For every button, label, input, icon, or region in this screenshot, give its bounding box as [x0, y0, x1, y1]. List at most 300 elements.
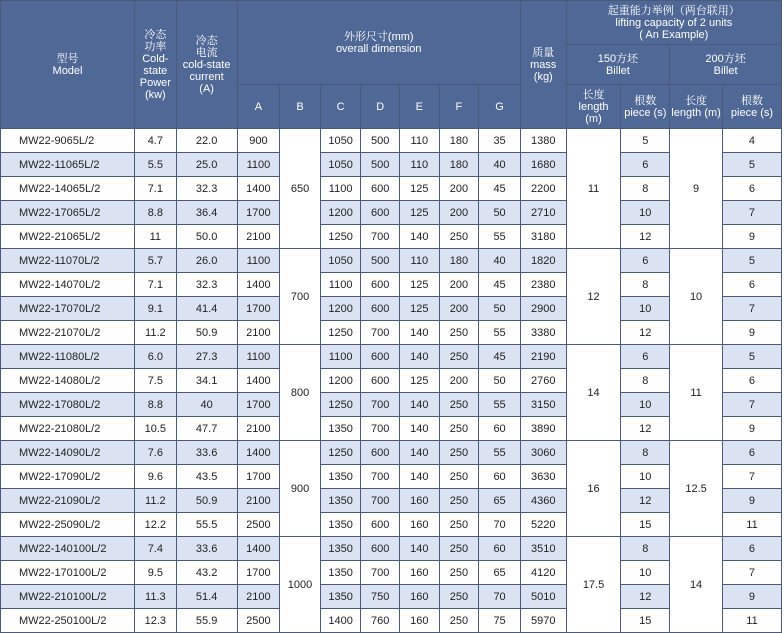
header-pieces-150: 根数 piece (s) — [621, 85, 670, 129]
current-cell: 50.9 — [176, 321, 237, 345]
power-cell: 12.2 — [135, 513, 177, 537]
dim-c-cell: 1350 — [320, 585, 361, 609]
dim-g-cell: 40 — [479, 249, 521, 273]
dim-c-cell: 1250 — [320, 225, 361, 249]
power-cell: 9.6 — [135, 465, 177, 489]
length-200-cell: 11 — [670, 345, 723, 441]
table-row — [1, 489, 782, 513]
mass-cell: 2760 — [520, 369, 566, 393]
dim-a-cell: 2100 — [237, 225, 280, 249]
model-cell: MW22-14090L/2 — [1, 441, 135, 465]
dim-f-cell: 250 — [439, 585, 479, 609]
model-cell: MW22-17090L/2 — [1, 465, 135, 489]
current-cell: 50.9 — [176, 489, 237, 513]
model-cell: MW22-11080L/2 — [1, 345, 135, 369]
dim-e-cell: 140 — [400, 465, 440, 489]
dim-g-cell: 55 — [479, 441, 521, 465]
dim-e-cell: 125 — [400, 297, 440, 321]
header-length-150: 长度 length (m) — [566, 85, 621, 129]
power-cell: 9.1 — [135, 297, 177, 321]
dim-f-cell: 250 — [439, 513, 479, 537]
dim-f-cell: 250 — [439, 561, 479, 585]
dim-g-cell: 50 — [479, 369, 521, 393]
mass-cell: 1680 — [520, 153, 566, 177]
model-cell: MW22-21070L/2 — [1, 321, 135, 345]
dim-c-cell: 1100 — [320, 273, 361, 297]
dim-a-cell: 1700 — [237, 201, 280, 225]
dim-e-cell: 160 — [400, 585, 440, 609]
dim-g-cell: 75 — [479, 609, 521, 633]
dim-a-cell: 1400 — [237, 441, 280, 465]
table-row — [1, 441, 782, 465]
dim-e-cell: 140 — [400, 225, 440, 249]
dim-c-cell: 1200 — [320, 297, 361, 321]
pieces-200-cell: 4 — [722, 129, 781, 153]
dim-c-cell: 1400 — [320, 609, 361, 633]
table-row — [1, 153, 782, 177]
dim-d-cell: 600 — [361, 201, 400, 225]
header-current: 冷态 电流 cold-state current (A) — [176, 1, 237, 129]
current-cell: 25.0 — [176, 153, 237, 177]
pieces-200-cell: 11 — [722, 513, 781, 537]
dim-b-cell: 700 — [280, 249, 321, 345]
power-cell: 11.3 — [135, 585, 177, 609]
dim-g-cell: 65 — [479, 561, 521, 585]
power-cell: 11 — [135, 225, 177, 249]
power-cell: 11.2 — [135, 321, 177, 345]
current-cell: 33.6 — [176, 537, 237, 561]
power-cell: 7.4 — [135, 537, 177, 561]
dim-d-cell: 600 — [361, 273, 400, 297]
table-row — [1, 129, 782, 153]
current-cell: 34.1 — [176, 369, 237, 393]
dim-e-cell: 140 — [400, 417, 440, 441]
dim-f-cell: 250 — [439, 417, 479, 441]
mass-cell: 3060 — [520, 441, 566, 465]
dim-e-cell: 125 — [400, 369, 440, 393]
pieces-150-cell: 10 — [621, 465, 670, 489]
header-length-200: 长度 length (m) — [670, 85, 723, 129]
dim-a-cell: 2100 — [237, 489, 280, 513]
header-dim-b: B — [280, 85, 321, 129]
power-cell: 4.7 — [135, 129, 177, 153]
dim-d-cell: 600 — [361, 297, 400, 321]
dim-a-cell: 1100 — [237, 153, 280, 177]
current-cell: 51.4 — [176, 585, 237, 609]
mass-cell: 1820 — [520, 249, 566, 273]
header-dim-d: D — [361, 85, 400, 129]
dim-a-cell: 2100 — [237, 585, 280, 609]
dim-e-cell: 160 — [400, 513, 440, 537]
dim-a-cell: 1100 — [237, 249, 280, 273]
dim-g-cell: 50 — [479, 201, 521, 225]
power-cell: 9.5 — [135, 561, 177, 585]
dim-g-cell: 45 — [479, 345, 521, 369]
header-dim-a: A — [237, 85, 280, 129]
dim-e-cell: 140 — [400, 321, 440, 345]
length-150-cell: 11 — [566, 129, 621, 249]
dim-f-cell: 250 — [439, 441, 479, 465]
current-cell: 55.5 — [176, 513, 237, 537]
pieces-150-cell: 12 — [621, 489, 670, 513]
dim-c-cell: 1050 — [320, 153, 361, 177]
dim-e-cell: 110 — [400, 129, 440, 153]
power-cell: 6.0 — [135, 345, 177, 369]
dim-g-cell: 45 — [479, 177, 521, 201]
pieces-150-cell: 12 — [621, 225, 670, 249]
dim-d-cell: 500 — [361, 153, 400, 177]
dim-f-cell: 250 — [439, 321, 479, 345]
pieces-200-cell: 5 — [722, 345, 781, 369]
model-cell: MW22-25090L/2 — [1, 513, 135, 537]
dim-f-cell: 250 — [439, 465, 479, 489]
pieces-150-cell: 6 — [621, 153, 670, 177]
dim-d-cell: 600 — [361, 345, 400, 369]
mass-cell: 2710 — [520, 201, 566, 225]
current-cell: 32.3 — [176, 273, 237, 297]
dim-d-cell: 700 — [361, 225, 400, 249]
dim-c-cell: 1050 — [320, 249, 361, 273]
current-cell: 33.6 — [176, 441, 237, 465]
mass-cell: 5220 — [520, 513, 566, 537]
length-150-cell: 16 — [566, 441, 621, 537]
model-cell: MW22-11065L/2 — [1, 153, 135, 177]
power-cell: 12.3 — [135, 609, 177, 633]
dim-a-cell: 1700 — [237, 465, 280, 489]
mass-cell: 1380 — [520, 129, 566, 153]
dim-e-cell: 140 — [400, 345, 440, 369]
pieces-200-cell: 9 — [722, 321, 781, 345]
current-cell: 55.9 — [176, 609, 237, 633]
current-cell: 47.7 — [176, 417, 237, 441]
current-cell: 43.5 — [176, 465, 237, 489]
dim-c-cell: 1200 — [320, 369, 361, 393]
model-cell: MW22-21080L/2 — [1, 417, 135, 441]
model-cell: MW22-9065L/2 — [1, 129, 135, 153]
dim-e-cell: 160 — [400, 489, 440, 513]
dim-c-cell: 1350 — [320, 537, 361, 561]
dim-g-cell: 65 — [479, 489, 521, 513]
dim-f-cell: 250 — [439, 537, 479, 561]
dim-d-cell: 700 — [361, 465, 400, 489]
dim-c-cell: 1100 — [320, 345, 361, 369]
mass-cell: 2900 — [520, 297, 566, 321]
dim-c-cell: 1350 — [320, 489, 361, 513]
model-cell: MW22-210100L/2 — [1, 585, 135, 609]
pieces-200-cell: 9 — [722, 417, 781, 441]
dim-g-cell: 60 — [479, 465, 521, 489]
mass-cell: 5970 — [520, 609, 566, 633]
table-body — [1, 129, 782, 633]
power-cell: 7.1 — [135, 177, 177, 201]
dim-f-cell: 250 — [439, 393, 479, 417]
pieces-200-cell: 9 — [722, 225, 781, 249]
dim-e-cell: 125 — [400, 177, 440, 201]
dim-d-cell: 760 — [361, 609, 400, 633]
dim-c-cell: 1350 — [320, 417, 361, 441]
model-cell: MW22-140100L/2 — [1, 537, 135, 561]
header-lifting: 起重能力举例（两台联用） lifting capacity of 2 units ( An Example) — [566, 1, 781, 45]
length-150-cell: 12 — [566, 249, 621, 345]
dim-g-cell: 60 — [479, 537, 521, 561]
dim-a-cell: 1700 — [237, 393, 280, 417]
pieces-150-cell: 10 — [621, 201, 670, 225]
dim-c-cell: 1250 — [320, 441, 361, 465]
dim-a-cell: 1400 — [237, 273, 280, 297]
pieces-150-cell: 8 — [621, 441, 670, 465]
power-cell: 5.5 — [135, 153, 177, 177]
dim-c-cell: 1350 — [320, 465, 361, 489]
dim-a-cell: 1400 — [237, 369, 280, 393]
pieces-150-cell: 6 — [621, 249, 670, 273]
dim-d-cell: 500 — [361, 129, 400, 153]
dim-e-cell: 160 — [400, 561, 440, 585]
dim-a-cell: 1400 — [237, 177, 280, 201]
table-row — [1, 177, 782, 201]
table-row — [1, 513, 782, 537]
pieces-150-cell: 8 — [621, 537, 670, 561]
pieces-200-cell: 11 — [722, 609, 781, 633]
table-row — [1, 465, 782, 489]
pieces-150-cell: 12 — [621, 585, 670, 609]
dim-f-cell: 250 — [439, 489, 479, 513]
power-cell: 11.2 — [135, 489, 177, 513]
header-dim-f: F — [439, 85, 479, 129]
pieces-150-cell: 8 — [621, 273, 670, 297]
dim-c-cell: 1100 — [320, 177, 361, 201]
mass-cell: 2380 — [520, 273, 566, 297]
dim-d-cell: 700 — [361, 561, 400, 585]
dim-c-cell: 1050 — [320, 129, 361, 153]
table-row — [1, 201, 782, 225]
length-200-cell: 14 — [670, 537, 723, 633]
dim-f-cell: 200 — [439, 201, 479, 225]
length-200-cell: 10 — [670, 249, 723, 345]
current-cell: 43.2 — [176, 561, 237, 585]
length-150-cell: 17.5 — [566, 537, 621, 633]
dim-e-cell: 160 — [400, 609, 440, 633]
pieces-200-cell: 7 — [722, 561, 781, 585]
model-cell: MW22-250100L/2 — [1, 609, 135, 633]
pieces-200-cell: 6 — [722, 369, 781, 393]
dim-a-cell: 2500 — [237, 609, 280, 633]
mass-cell: 3180 — [520, 225, 566, 249]
dim-d-cell: 700 — [361, 321, 400, 345]
pieces-150-cell: 12 — [621, 321, 670, 345]
dim-f-cell: 180 — [439, 129, 479, 153]
pieces-200-cell: 6 — [722, 273, 781, 297]
dim-b-cell: 1000 — [280, 537, 321, 633]
dim-f-cell: 250 — [439, 609, 479, 633]
model-cell: MW22-17080L/2 — [1, 393, 135, 417]
pieces-200-cell: 5 — [722, 153, 781, 177]
dim-d-cell: 700 — [361, 417, 400, 441]
table-header — [1, 1, 782, 129]
pieces-150-cell: 10 — [621, 561, 670, 585]
dim-e-cell: 125 — [400, 273, 440, 297]
table-row — [1, 417, 782, 441]
dim-d-cell: 600 — [361, 537, 400, 561]
pieces-200-cell: 7 — [722, 201, 781, 225]
pieces-200-cell: 9 — [722, 585, 781, 609]
pieces-200-cell: 7 — [722, 297, 781, 321]
header-mass: 质量 mass (kg) — [520, 1, 566, 129]
dim-g-cell: 70 — [479, 585, 521, 609]
dim-c-cell: 1250 — [320, 393, 361, 417]
pieces-200-cell: 6 — [722, 441, 781, 465]
mass-cell: 3510 — [520, 537, 566, 561]
table-row — [1, 345, 782, 369]
mass-cell: 3630 — [520, 465, 566, 489]
table-row — [1, 585, 782, 609]
mass-cell: 3150 — [520, 393, 566, 417]
dim-a-cell: 1700 — [237, 561, 280, 585]
dim-d-cell: 600 — [361, 369, 400, 393]
power-cell: 10.5 — [135, 417, 177, 441]
pieces-150-cell: 10 — [621, 393, 670, 417]
pieces-150-cell: 5 — [621, 129, 670, 153]
pieces-150-cell: 12 — [621, 417, 670, 441]
dim-g-cell: 55 — [479, 225, 521, 249]
pieces-150-cell: 6 — [621, 345, 670, 369]
header-dim-c: C — [320, 85, 361, 129]
dim-b-cell: 800 — [280, 345, 321, 441]
model-cell: MW22-14070L/2 — [1, 273, 135, 297]
dim-a-cell: 1700 — [237, 297, 280, 321]
header-power: 冷态 功率 Cold- state Power (kw) — [135, 1, 177, 129]
dim-f-cell: 250 — [439, 345, 479, 369]
model-cell: MW22-14080L/2 — [1, 369, 135, 393]
mass-cell: 4360 — [520, 489, 566, 513]
model-cell: MW22-17065L/2 — [1, 201, 135, 225]
dim-a-cell: 2100 — [237, 321, 280, 345]
dim-g-cell: 60 — [479, 417, 521, 441]
dim-d-cell: 750 — [361, 585, 400, 609]
current-cell: 32.3 — [176, 177, 237, 201]
dim-f-cell: 200 — [439, 177, 479, 201]
table-row — [1, 321, 782, 345]
dim-a-cell: 2500 — [237, 513, 280, 537]
dim-e-cell: 140 — [400, 537, 440, 561]
dim-c-cell: 1200 — [320, 201, 361, 225]
power-cell: 8.8 — [135, 393, 177, 417]
table-row — [1, 225, 782, 249]
table-row — [1, 537, 782, 561]
pieces-150-cell: 8 — [621, 177, 670, 201]
dim-a-cell: 1100 — [237, 345, 280, 369]
dim-c-cell: 1350 — [320, 513, 361, 537]
model-cell: MW22-14065L/2 — [1, 177, 135, 201]
length-150-cell: 14 — [566, 345, 621, 441]
current-cell: 22.0 — [176, 129, 237, 153]
length-200-cell: 12.5 — [670, 441, 723, 537]
model-cell: MW22-21090L/2 — [1, 489, 135, 513]
header-model: 型号 Model — [1, 1, 135, 129]
table-row — [1, 609, 782, 633]
pieces-150-cell: 15 — [621, 513, 670, 537]
dim-a-cell: 2100 — [237, 417, 280, 441]
dim-e-cell: 110 — [400, 153, 440, 177]
pieces-200-cell: 6 — [722, 177, 781, 201]
dim-g-cell: 70 — [479, 513, 521, 537]
dim-g-cell: 35 — [479, 129, 521, 153]
current-cell: 36.4 — [176, 201, 237, 225]
dim-c-cell: 1250 — [320, 321, 361, 345]
dim-d-cell: 600 — [361, 441, 400, 465]
mass-cell: 5010 — [520, 585, 566, 609]
dim-f-cell: 180 — [439, 249, 479, 273]
dim-b-cell: 900 — [280, 441, 321, 537]
current-cell: 50.0 — [176, 225, 237, 249]
power-cell: 7.1 — [135, 273, 177, 297]
dim-e-cell: 140 — [400, 393, 440, 417]
current-cell: 40 — [176, 393, 237, 417]
model-cell: MW22-11070L/2 — [1, 249, 135, 273]
dim-e-cell: 140 — [400, 441, 440, 465]
dim-d-cell: 600 — [361, 513, 400, 537]
power-cell: 8.8 — [135, 201, 177, 225]
table-row — [1, 561, 782, 585]
dim-a-cell: 1400 — [237, 537, 280, 561]
dim-b-cell: 650 — [280, 129, 321, 249]
dim-g-cell: 45 — [479, 273, 521, 297]
current-cell: 26.0 — [176, 249, 237, 273]
dim-f-cell: 250 — [439, 225, 479, 249]
length-200-cell: 9 — [670, 129, 723, 249]
table-row — [1, 297, 782, 321]
dim-f-cell: 200 — [439, 369, 479, 393]
header-billet-200: 200方坯 Billet — [670, 45, 782, 85]
pieces-150-cell: 8 — [621, 369, 670, 393]
mass-cell: 3890 — [520, 417, 566, 441]
header-dim-g: G — [479, 85, 521, 129]
header-dim-e: E — [400, 85, 440, 129]
model-cell: MW22-170100L/2 — [1, 561, 135, 585]
table-row — [1, 273, 782, 297]
dim-d-cell: 600 — [361, 177, 400, 201]
header-pieces-200: 根数 piece (s) — [722, 85, 781, 129]
power-cell: 5.7 — [135, 249, 177, 273]
dim-d-cell: 500 — [361, 249, 400, 273]
dim-a-cell: 900 — [237, 129, 280, 153]
table-row — [1, 393, 782, 417]
current-cell: 27.3 — [176, 345, 237, 369]
dim-f-cell: 180 — [439, 153, 479, 177]
mass-cell: 2190 — [520, 345, 566, 369]
mass-cell: 3380 — [520, 321, 566, 345]
pieces-150-cell: 10 — [621, 297, 670, 321]
dim-f-cell: 200 — [439, 297, 479, 321]
mass-cell: 4120 — [520, 561, 566, 585]
model-cell: MW22-21065L/2 — [1, 225, 135, 249]
dim-g-cell: 40 — [479, 153, 521, 177]
header-billet-150: 150方坯 Billet — [566, 45, 670, 85]
dim-e-cell: 110 — [400, 249, 440, 273]
dim-d-cell: 700 — [361, 393, 400, 417]
power-cell: 7.5 — [135, 369, 177, 393]
dim-c-cell: 1350 — [320, 561, 361, 585]
header-dimension: 外形尺寸(mm) overall dimension — [237, 1, 520, 85]
dim-g-cell: 50 — [479, 297, 521, 321]
dim-d-cell: 700 — [361, 489, 400, 513]
dim-g-cell: 55 — [479, 393, 521, 417]
pieces-200-cell: 7 — [722, 393, 781, 417]
dim-e-cell: 125 — [400, 201, 440, 225]
pieces-150-cell: 15 — [621, 609, 670, 633]
pieces-200-cell: 9 — [722, 489, 781, 513]
power-cell: 7.6 — [135, 441, 177, 465]
current-cell: 41.4 — [176, 297, 237, 321]
